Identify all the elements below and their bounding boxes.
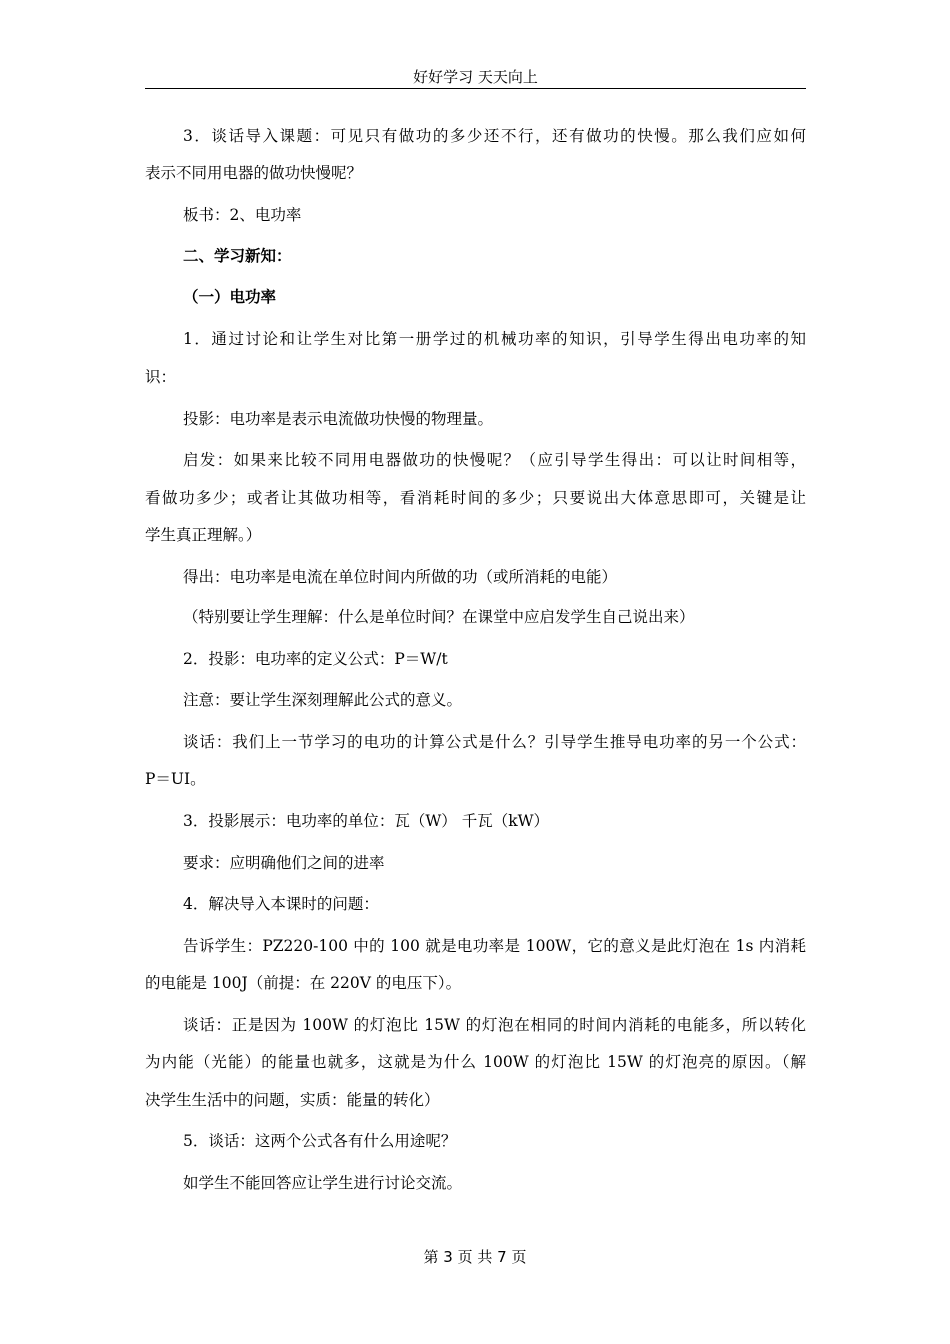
paragraph-line: 表示不同用电器的做功快慢呢？ — [145, 164, 363, 182]
paragraph-line: 决学生生活中的问题，实质：能量的转化） — [145, 1091, 440, 1109]
paragraph-line: 3．谈话导入课题：可见只有做功的多少还不行，还有做功的快慢。那么我们应如何 — [183, 127, 806, 145]
paragraph-line: 学生真正理解。） — [145, 526, 262, 544]
section-heading: 二、学习新知： — [183, 246, 292, 265]
paragraph-line: 注意：要让学生深刻理解此公式的意义。 — [183, 691, 463, 709]
paragraph-line: 看做功多少；或者让其做功相等，看消耗时间的多少；只要说出大体意思即可，关键是让 — [145, 489, 806, 507]
paragraph-line: 5．谈话：这两个公式各有什么用途呢？ — [183, 1132, 457, 1150]
page-footer: 第 3 页 共 7 页 — [423, 1248, 527, 1266]
paragraph-line: 要求：应明确他们之间的进率 — [183, 854, 385, 872]
paragraph-line: （特别要让学生理解：什么是单位时间？在课堂中应启发学生自己说出来） — [183, 608, 695, 626]
subsection-heading: （一）电功率 — [183, 287, 277, 306]
paragraph-line: 告诉学生：PZ220-100 中的 100 就是电功率是 100W，它的意义是此灯泡在 1s 内消耗 — [183, 937, 806, 955]
paragraph-line: 3．投影展示：电功率的单位：瓦（W） 千瓦（kW） — [183, 812, 550, 830]
paragraph-line: 2．投影：电功率的定义公式：P＝W/t — [183, 650, 448, 668]
paragraph-line: 识： — [145, 368, 177, 386]
paragraph-line: 如学生不能回答应让学生进行讨论交流。 — [183, 1174, 463, 1192]
paragraph-line: 启发：如果来比较不同用电器做功的快慢呢？（应引导学生得出：可以让时间相等， — [183, 451, 806, 469]
paragraph-line: 1．通过讨论和让学生对比第一册学过的机械功率的知识，引导学生得出电功率的知 — [183, 330, 806, 348]
header-divider — [145, 88, 806, 89]
paragraph-line: 得出：电功率是电流在单位时间内所做的功（或所消耗的电能） — [183, 568, 618, 586]
page-header: 好好学习 天天向上 — [413, 68, 538, 86]
paragraph-line: 谈话：正是因为 100W 的灯泡比 15W 的灯泡在相同的时间内消耗的电能多，所以转化 — [183, 1016, 806, 1034]
paragraph-line: 4．解决导入本课时的问题： — [183, 895, 379, 913]
paragraph-line: 投影：电功率是表示电流做功快慢的物理量。 — [183, 410, 494, 428]
paragraph-line: 谈话：我们上一节学习的电功的计算公式是什么？引导学生推导电功率的另一个公式： — [183, 733, 806, 751]
paragraph-line: 板书：2、电功率 — [183, 206, 302, 224]
paragraph-line: P＝UI。 — [145, 770, 206, 788]
paragraph-line: 为内能（光能）的能量也就多，这就是为什么 100W 的灯泡比 15W 的灯泡亮的原因。（解 — [145, 1053, 806, 1071]
paragraph-line: 的电能是 100J（前提：在 220V 的电压下）。 — [145, 974, 462, 992]
